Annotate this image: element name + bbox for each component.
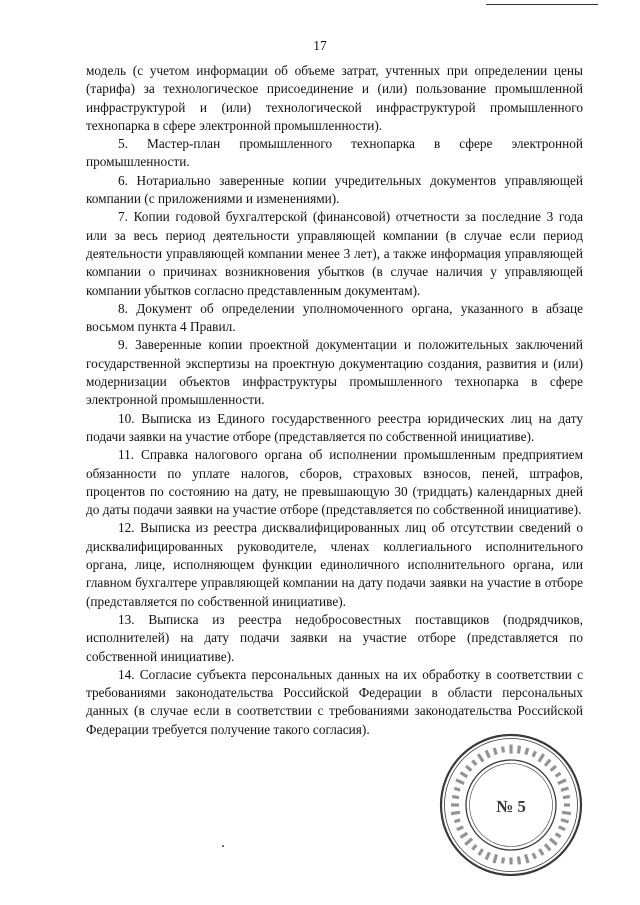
seal-letter-mark [492,854,498,864]
seal-letter-mark [532,853,537,860]
seal-letter-mark [477,848,483,856]
seal-letter-mark [456,825,464,831]
seal-letter-mark [460,832,468,839]
seal-letter-mark [524,854,530,864]
seal-letter-mark [460,771,468,778]
seal-letter-mark [550,765,557,772]
seal-letter-mark [563,795,570,799]
seal-letter-mark [501,857,505,863]
seal-number: № 5 [496,797,526,816]
page-number: 17 [313,38,327,53]
paragraph-item-14: 14. Согласие субъекта персональных данных на их обработку в соответствии с требованиями законодательства Российской Федерации в области персональных данных (в случае если в соответствии с требованиями законодательства Российской Федерации требуется получение такого согласия). [86,666,583,737]
seal-letter-mark [509,745,512,754]
seal-letter-mark [464,838,473,846]
seal-letter-mark [555,772,562,778]
seal-letter-mark [544,759,552,767]
seal-letter-mark [555,832,562,838]
paragraph-item-12: 12. Выписка из реестра дисквалифицированных лиц об отсутствии сведений о дисквалифицированных руководителе, членах коллегиального исполнительного органа, лице, исполняющем функции единоличного исполнительного органа, или главном бухгалтере управляющей компании на дату подачи заявки на участие в отборе (представляется по собственной инициативе). [86,520,583,609]
seal-letter-mark [532,751,537,758]
seal-letter-mark [451,803,459,806]
paragraph-item-13: 13. Выписка из реестра недобросовестных поставщиков (подрядчиков, исполнителей) на дату подачи заявки на участие отборе (представляется по собственной инициативе). [86,611,583,664]
seal-letter-mark [538,848,544,856]
document-body [86,62,583,739]
seal-letter-mark [451,811,460,815]
paragraph-item-5: 5. Мастер-план промышленного технопарка в сфере электронной промышленности. [86,136,583,170]
seal-letter-mark [493,747,498,755]
seal-letter-mark [538,753,546,762]
paragraph-item-7: 7. Копии годовой бухгалтерской (финансовой) отчетности за последние 3 года или за весь период деятельности управляющей компании (в случае если период деятельности управляющей компании менее 3 лет), а также информация управляющей компании о причинах возникновения убытков (в случае наличия у управляющей компании убытков согласно представленным документам). [86,209,583,298]
paragraph-item-8: 8. Документ об определении уполномоченного органа, указанного в абзаце восьмом пункта 4 Правил. [86,300,583,335]
seal-letter-mark [562,811,571,815]
paragraph-item-10: 10. Выписка из Единого государственного реестра юридических лиц на дату подачи заявки на участие отборе (представляется по собственной инициативе). [86,410,583,444]
scan-speck [222,845,224,847]
seal-letter-mark [454,818,461,823]
seal-letter-mark [558,825,566,831]
seal-letter-mark [452,795,459,799]
round-seal-stamp [438,732,584,878]
seal-letter-mark [477,753,485,762]
seal-letter-mark [517,856,521,864]
seal-letter-mark [517,745,521,753]
seal-letter-mark [471,759,477,766]
seal-letter-mark [509,858,512,865]
seal-letter-mark [544,843,552,851]
seal-letter-mark [560,818,569,823]
paragraph-item-11: 11. Справка налогового органа об исполнении промышленным предприятием обязанности по уплате налогов, сборов, страховых взносов, пеней, штрафов, процентов по состоянию на дату, не превышающую 30 (тридцать) календарных дней до даты подачи заявки на участие отборе (представляется по собственной инициативе). [86,447,583,518]
seal-letter-mark [549,838,558,846]
seal-letter-mark [485,852,491,861]
seal-letter-mark [560,787,569,792]
seal-letter-mark [557,778,567,785]
paragraph-item-9: 9. Заверенные копии проектной документации и положительных заключений государственной экспертизы на проектную документацию создания, развития и (или) модернизации объектов инфраструктуры промышленного технопарка в сфере электронной промышленности. [86,337,583,408]
seal-letter-mark [455,778,465,785]
seal-letter-mark [501,746,505,752]
paragraph-continuation: модель (с учетом информации об объеме затрат, учтенных при определении цены (тарифа) за технологическое присоединение и (или) пользование промышленной инфраструктурой и (или) технологической инфраструктурой промышленного технопарка в сфере электронной промышленности). [86,63,583,133]
seal-letter-mark [564,803,570,806]
seal-letter-mark [485,750,491,759]
top-rule [486,4,598,5]
seal-letter-mark [471,844,477,851]
paragraph-item-6: 6. Нотариально заверенные копии учредительных документов управляющей компании (с приложениями и изменениями). [86,172,583,207]
seal-letter-mark [454,787,461,792]
seal-letter-mark [524,747,529,755]
seal-letter-mark [465,765,472,772]
